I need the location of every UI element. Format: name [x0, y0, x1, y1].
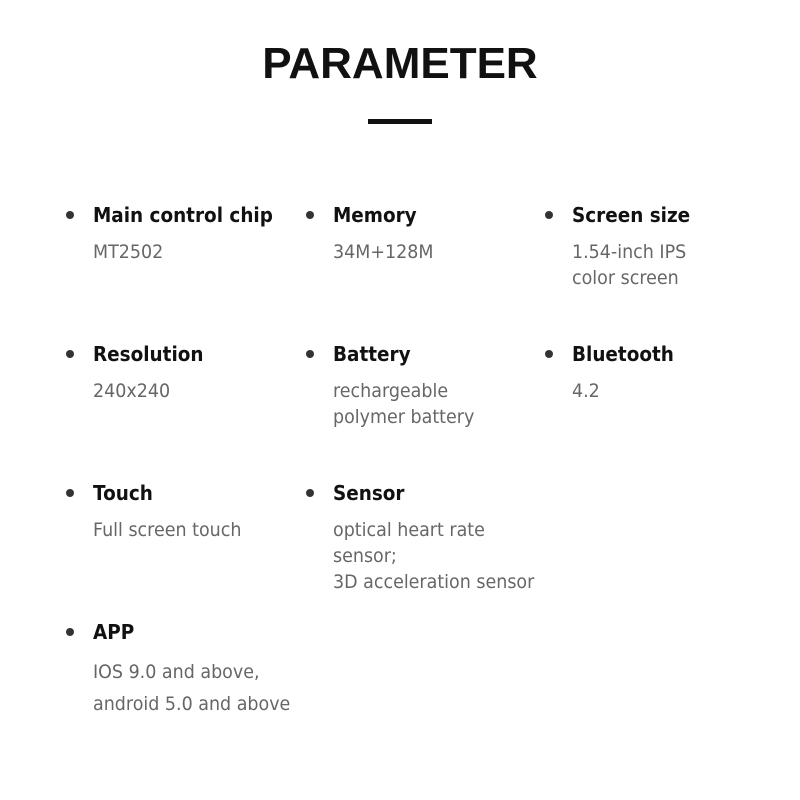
- param-value: [572, 378, 793, 404]
- param-value: [333, 517, 554, 595]
- param-value: [333, 239, 554, 265]
- param-value-line: color screen: [572, 267, 679, 289]
- param-label: Memory: [333, 203, 417, 227]
- bullet-dot-icon: [306, 211, 314, 219]
- param-value-line: android 5.0 and above: [93, 693, 291, 715]
- param-value-line: 240x240: [93, 380, 171, 402]
- param-value: [93, 378, 314, 404]
- param-value: [333, 378, 554, 430]
- bullet-dot-icon: [66, 350, 74, 358]
- title-underline: [368, 119, 432, 124]
- param-value-line: 34M+128M: [333, 241, 434, 263]
- param-value-line: 3D acceleration sensor: [333, 571, 535, 593]
- param-value-line: rechargeable: [333, 380, 449, 402]
- bullet-dot-icon: [545, 211, 553, 219]
- param-value: [572, 239, 793, 291]
- param-label: Battery: [333, 342, 411, 366]
- param-label: Screen size: [572, 203, 691, 227]
- param-label: Resolution: [93, 342, 204, 366]
- bullet-dot-icon: [306, 350, 314, 358]
- param-label: APP: [93, 620, 135, 644]
- param-label: Main control chip: [93, 203, 273, 227]
- param-value-line: Full screen touch: [93, 519, 242, 541]
- param-value-line: IOS 9.0 and above,: [93, 661, 260, 683]
- param-value: [93, 239, 314, 265]
- bullet-dot-icon: [66, 489, 74, 497]
- param-value-line: 4.2: [572, 380, 600, 402]
- param-value: [93, 517, 314, 543]
- bullet-dot-icon: [66, 628, 74, 636]
- bullet-dot-icon: [66, 211, 74, 219]
- param-value: [93, 656, 314, 720]
- bullet-dot-icon: [545, 350, 553, 358]
- param-label: Bluetooth: [572, 342, 674, 366]
- param-value-line: MT2502: [93, 241, 164, 263]
- param-label: Touch: [93, 481, 153, 505]
- param-value-line: 1.54-inch IPS: [572, 241, 687, 263]
- page-title: PARAMETER: [262, 39, 538, 88]
- param-value-line: polymer battery: [333, 406, 475, 428]
- param-value-line: optical heart rate sensor;: [333, 519, 485, 567]
- param-label: Sensor: [333, 481, 405, 505]
- bullet-dot-icon: [306, 489, 314, 497]
